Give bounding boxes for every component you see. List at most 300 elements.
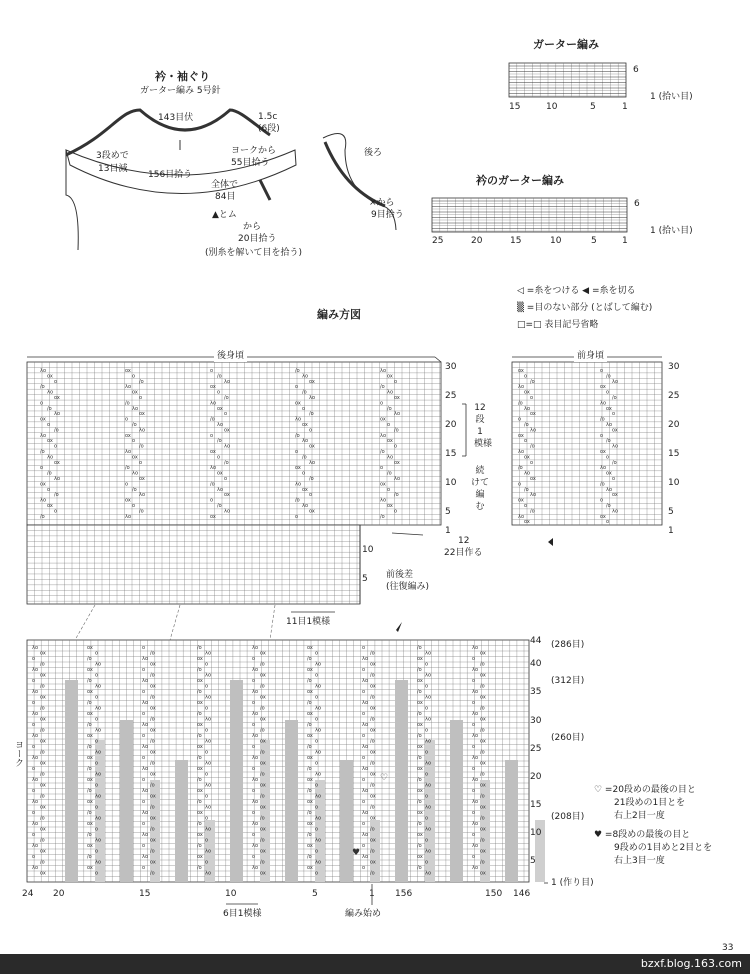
yoke-stitch-symbol: o bbox=[362, 799, 366, 805]
front-stitch-symbol: ox bbox=[524, 519, 530, 526]
back-stitch-symbol: /o bbox=[139, 378, 144, 385]
yoke-stitch-symbol: /o bbox=[150, 826, 155, 833]
repeat-6-label: 6目1模様 bbox=[223, 909, 262, 919]
yoke-stitch-symbol: ox bbox=[370, 815, 376, 822]
yoke-stitch-symbol: λo bbox=[95, 815, 102, 822]
back-stitch-symbol: ox bbox=[139, 411, 145, 418]
back-stitch-symbol: ox bbox=[47, 373, 53, 380]
yoke-stitch-symbol: /o bbox=[307, 656, 312, 662]
repeat-11-label: 11目1模様 bbox=[286, 617, 331, 627]
legend-blank: □=□ 表目記号省略 bbox=[517, 320, 599, 330]
yoke-stitch-symbol: ox bbox=[40, 804, 46, 811]
back-stitch-symbol: λo bbox=[210, 465, 217, 472]
back-row-1: 1 bbox=[445, 526, 451, 536]
yoke-stitch-symbol: /o bbox=[370, 694, 375, 701]
yoke-stitch-symbol: ox bbox=[417, 678, 423, 684]
front-stitch-symbol: ox bbox=[600, 513, 606, 520]
back-row-15: 15 bbox=[445, 449, 457, 459]
yoke-stitch-symbol: ox bbox=[480, 826, 486, 833]
back-stitch-symbol: λo bbox=[139, 492, 146, 499]
yoke-stitch-symbol: λo bbox=[315, 771, 322, 778]
yoke-stitch-symbol: /o bbox=[197, 843, 202, 849]
front-stitch-symbol: o bbox=[530, 395, 534, 401]
yoke-stitch-symbol: ox bbox=[417, 788, 423, 794]
front-stitch-symbol: λo bbox=[600, 400, 607, 407]
yoke-stitch-symbol: o bbox=[32, 766, 36, 772]
yoke-stitch-symbol: ox bbox=[307, 865, 313, 871]
yoke-stitch-symbol: /o bbox=[417, 843, 422, 849]
back-stitch-symbol: λo bbox=[224, 508, 231, 515]
yoke-stitch-symbol: /o bbox=[197, 689, 202, 695]
back-stitch-symbol: /o bbox=[309, 411, 314, 418]
yoke-stitch-symbol: ox bbox=[370, 771, 376, 778]
front-stitch-symbol: λo bbox=[606, 486, 613, 493]
yoke-stitch-symbol: /o bbox=[480, 705, 485, 712]
back-stitch-symbol: /o bbox=[380, 449, 385, 455]
yoke-stitch-symbol: /o bbox=[150, 782, 155, 789]
back-stitch-symbol: λo bbox=[387, 389, 394, 396]
yoke-stitch-symbol: /o bbox=[40, 771, 45, 778]
back-armhole-label: 後ろ bbox=[364, 148, 383, 158]
yoke-stitch-symbol: /o bbox=[150, 760, 155, 767]
yoke-stitch-symbol: /o bbox=[307, 832, 312, 838]
yoke-stitch-symbol: ox bbox=[370, 749, 376, 756]
heart-open-marker: ♡ bbox=[380, 773, 389, 783]
yoke-pickup-label-1: ヨークから bbox=[231, 146, 277, 156]
back-stitch-symbol: λo bbox=[309, 395, 316, 401]
yoke-stitch-symbol: o bbox=[142, 843, 146, 849]
back-stitch-symbol: ox bbox=[309, 443, 315, 450]
back-stitch-symbol: λo bbox=[309, 459, 316, 466]
yoke-stitch-symbol: /o bbox=[87, 722, 92, 728]
collar-left-edge bbox=[66, 150, 78, 250]
collar-garter-col-15: 15 bbox=[510, 236, 522, 246]
yoke-stitch-symbol: λo bbox=[205, 826, 212, 833]
front-stitch-symbol: /o bbox=[530, 508, 535, 515]
back-stitch-symbol: /o bbox=[40, 513, 45, 520]
yoke-stitch-symbol: λo bbox=[142, 810, 149, 816]
yoke-stitch-symbol: o bbox=[315, 826, 319, 833]
back-stitch-symbol: ox bbox=[40, 416, 46, 423]
yoke-stitch-symbol: ox bbox=[150, 749, 156, 756]
yoke-stitch-symbol: /o bbox=[417, 865, 422, 871]
back-stitch-symbol: o bbox=[387, 486, 391, 493]
yoke-stitch-symbol: ox bbox=[417, 766, 423, 772]
back-stitch-symbol: ox bbox=[217, 470, 223, 477]
yoke-gray-block bbox=[175, 760, 188, 882]
yoke-stitch-symbol: ox bbox=[480, 782, 486, 789]
yoke-stitch-symbol: λo bbox=[252, 843, 259, 849]
yoke-stitch-symbol: /o bbox=[417, 777, 422, 783]
collar-garter-col-25: 25 bbox=[432, 236, 444, 246]
yoke-stitch-symbol: λo bbox=[252, 733, 259, 739]
yoke-stitch-symbol: λo bbox=[425, 694, 432, 701]
front-stitch-symbol: λo bbox=[518, 449, 525, 455]
yoke-stitch-symbol: ox bbox=[417, 744, 423, 750]
yoke-stitch-symbol: /o bbox=[150, 804, 155, 811]
back-stitch-symbol: λo bbox=[394, 476, 401, 482]
yoke-gray-block bbox=[395, 680, 408, 882]
back-stitch-symbol: ox bbox=[54, 459, 60, 466]
yoke-stitch-symbol: λo bbox=[32, 711, 39, 717]
back-stitch-symbol: ox bbox=[132, 389, 138, 396]
back-stitch-symbol: o bbox=[132, 438, 136, 445]
yoke-col-15: 15 bbox=[139, 889, 151, 899]
yoke-stitch-symbol: /o bbox=[197, 733, 202, 739]
yoke-stitch-symbol: o bbox=[315, 672, 319, 679]
back-stitch-symbol: ox bbox=[47, 438, 53, 445]
back-stitch-symbol: ox bbox=[309, 508, 315, 515]
yoke-stitch-symbol: /o bbox=[87, 832, 92, 838]
yoke-stitch-symbol: ox bbox=[417, 656, 423, 662]
yoke-stitch-symbol: /o bbox=[417, 667, 422, 673]
yoke-stitch-symbol: λo bbox=[425, 826, 432, 833]
back-stitch-symbol: /o bbox=[210, 416, 215, 423]
yoke-stitch-symbol: ox bbox=[480, 848, 486, 855]
yoke-stitch-symbol: /o bbox=[480, 859, 485, 866]
back-stitch-symbol: λo bbox=[295, 481, 302, 488]
back-stitch-symbol: /o bbox=[387, 405, 392, 412]
yoke-stitch-symbol: /o bbox=[150, 738, 155, 745]
back-stitch-symbol: /o bbox=[217, 438, 222, 445]
yoke-stitch-symbol: /o bbox=[260, 815, 265, 822]
yoke-stitch-symbol: /o bbox=[480, 749, 485, 756]
back-stitch-symbol: ox bbox=[125, 497, 131, 504]
back-stitch-symbol: /o bbox=[380, 513, 385, 520]
front-stitch-symbol: ox bbox=[612, 427, 618, 434]
yoke-stitch-symbol: o bbox=[315, 848, 319, 855]
yoke-row-25: 25 bbox=[530, 744, 542, 754]
back-stitch-symbol: ox bbox=[387, 503, 393, 509]
yoke-stitch-symbol: ox bbox=[40, 650, 46, 657]
back-stitch-symbol: /o bbox=[47, 470, 52, 477]
yoke-stitch-symbol: /o bbox=[197, 799, 202, 805]
yoke-stitch-symbol: λo bbox=[362, 656, 369, 662]
yoke-stitch-symbol: o bbox=[315, 804, 319, 811]
yoke-stitch-symbol: λo bbox=[205, 738, 212, 745]
yoke-stitch-symbol: o bbox=[472, 678, 476, 684]
yoke-stitch-symbol: ox bbox=[197, 832, 203, 838]
yoke-stitch-symbol: /o bbox=[370, 760, 375, 767]
yoke-stitch-symbol: λo bbox=[142, 854, 149, 860]
yoke-stitch-symbol: o bbox=[142, 711, 146, 717]
back-stitch-symbol: /o bbox=[295, 497, 300, 504]
yoke-stitch-symbol: λo bbox=[32, 821, 39, 827]
yoke-stitch-symbol: o bbox=[472, 810, 476, 816]
total-label-1: 全体で bbox=[211, 180, 239, 190]
yoke-stitch-symbol: o bbox=[362, 645, 366, 651]
back-row-10: 10 bbox=[445, 478, 457, 488]
yoke-stitch-symbol: λo bbox=[362, 766, 369, 772]
front-body-label: 前身頃 bbox=[574, 351, 607, 362]
yoke-stitch-symbol: o bbox=[472, 656, 476, 662]
yoke-stitch-symbol: λo bbox=[142, 656, 149, 662]
yoke-stitch-symbol: ox bbox=[260, 694, 266, 701]
back-stitch-symbol: λo bbox=[224, 443, 231, 450]
back-stitch-symbol: o bbox=[210, 368, 214, 374]
yoke-stitch-symbol: o bbox=[95, 826, 99, 833]
yoke-stitch-symbol: λo bbox=[362, 854, 369, 860]
yoke-stitch-symbol: /o bbox=[480, 793, 485, 800]
back-stitch-symbol: /o bbox=[132, 422, 137, 428]
yoke-stitch-symbol: o bbox=[362, 865, 366, 871]
yoke-stitch-symbol: o bbox=[252, 854, 256, 860]
yoke-stitch-symbol: /o bbox=[260, 661, 265, 668]
chart-title: 編み方図 bbox=[317, 308, 361, 321]
yoke-stitch-symbol: /o bbox=[40, 859, 45, 866]
yoke-stitch-symbol: ox bbox=[40, 716, 46, 723]
yoke-col-20: 20 bbox=[53, 889, 65, 899]
back-stitch-symbol: ox bbox=[295, 400, 301, 407]
yoke-stitch-symbol: λo bbox=[32, 799, 39, 805]
yoke-stitch-symbol: λo bbox=[252, 865, 259, 871]
back-stitch-symbol: ox bbox=[139, 476, 145, 482]
yoke-label: ヨーク bbox=[13, 740, 23, 767]
yoke-stitch-symbol: ox bbox=[197, 766, 203, 772]
yoke-stitch-symbol: o bbox=[362, 689, 366, 695]
yoke-stitch-symbol: λo bbox=[425, 804, 432, 811]
front-stitch-symbol: ox bbox=[606, 470, 612, 477]
back-stitch-symbol: /o bbox=[40, 449, 45, 455]
front-stitch-symbol: /o bbox=[524, 422, 529, 428]
yoke-stitch-symbol: o bbox=[362, 711, 366, 717]
yoke-stitch-symbol: ox bbox=[307, 799, 313, 805]
yoke-stitch-symbol: λo bbox=[95, 749, 102, 756]
yoke-stitch-symbol: o bbox=[95, 650, 99, 657]
back-stitch-symbol: /o bbox=[302, 389, 307, 396]
yoke-stitch-symbol: o bbox=[205, 815, 209, 822]
yoke-stitch-symbol: o bbox=[425, 837, 429, 844]
yoke-stitch-symbol: ox bbox=[87, 711, 93, 717]
yoke-row-35: 35 bbox=[530, 687, 542, 697]
triangle-label-3: 20目拾う bbox=[238, 234, 277, 244]
back-stitch-symbol: /o bbox=[380, 384, 385, 391]
yoke-gray-block bbox=[120, 720, 133, 882]
collar-title: 衿・袖ぐり bbox=[155, 70, 210, 83]
yoke-stitch-symbol: o bbox=[362, 667, 366, 673]
yoke-stitch-symbol: λo bbox=[315, 837, 322, 844]
yoke-stitch-symbol: ox bbox=[40, 826, 46, 833]
yoke-stitch-symbol: ox bbox=[417, 854, 423, 860]
yoke-stitch-symbol: /o bbox=[417, 711, 422, 717]
back-stitch-symbol: /o bbox=[54, 427, 59, 434]
yoke-stitch-symbol: /o bbox=[197, 645, 202, 651]
yoke-stitch-symbol: o bbox=[95, 870, 99, 877]
front-stitch-symbol: ox bbox=[530, 411, 536, 418]
back-stitch-symbol: o bbox=[380, 465, 384, 472]
yoke-stitch-symbol: o bbox=[142, 645, 146, 651]
back-stitch-symbol: /o bbox=[394, 427, 399, 434]
yoke-stitch-symbol: o bbox=[252, 678, 256, 684]
front-row-5: 5 bbox=[668, 507, 674, 517]
yoke-stitch-symbol: o bbox=[472, 722, 476, 728]
front-stitch-symbol: o bbox=[600, 368, 604, 374]
yoke-stitch-symbol: ox bbox=[307, 711, 313, 717]
back-stitch-symbol: ox bbox=[47, 503, 53, 509]
back-stitch-symbol: λo bbox=[125, 513, 132, 520]
continue-label-1: 続 bbox=[475, 466, 485, 476]
front-stitch-symbol: λo bbox=[606, 422, 613, 428]
front-stitch-symbol: λo bbox=[530, 427, 537, 434]
yoke-stitch-symbol: λo bbox=[472, 777, 479, 783]
front-stitch-symbol: o bbox=[518, 416, 522, 423]
yoke-stitch-symbol: o bbox=[362, 821, 366, 827]
yoke-stitch-symbol: /o bbox=[370, 804, 375, 811]
back-stitch-symbol: /o bbox=[132, 486, 137, 493]
yoke-col-5: 5 bbox=[312, 889, 318, 899]
yoke-stitch-symbol: /o bbox=[40, 749, 45, 756]
back-stitch-symbol: o bbox=[210, 432, 214, 439]
yoke-stitch-symbol: ox bbox=[40, 672, 46, 679]
garter-col-10: 10 bbox=[546, 102, 558, 112]
yoke-stitch-symbol: ox bbox=[370, 837, 376, 844]
back-stitch-symbol: o bbox=[54, 378, 58, 385]
back-stitch-symbol: ox bbox=[217, 405, 223, 412]
back-stitch-symbol: ox bbox=[302, 486, 308, 493]
yoke-stitch-symbol: o bbox=[32, 700, 36, 706]
yoke-stitch-symbol: /o bbox=[417, 799, 422, 805]
yoke-stitch-symbol: /o bbox=[260, 705, 265, 712]
yoke-gray-block bbox=[285, 720, 298, 882]
back-stitch-symbol: o bbox=[125, 481, 129, 488]
back-stitch-symbol: λo bbox=[380, 368, 387, 374]
yoke-stitch-symbol: ox bbox=[150, 793, 156, 800]
yoke-stitch-symbol: /o bbox=[480, 771, 485, 778]
yoke-stitch-symbol: λo bbox=[95, 793, 102, 800]
x-pick-label: 9目拾う bbox=[371, 210, 404, 220]
yoke-stitch-symbol: o bbox=[142, 799, 146, 805]
yoke-stitch-symbol: ox bbox=[150, 661, 156, 668]
back-stitch-symbol: o bbox=[54, 508, 58, 515]
front-stitch-symbol: /o bbox=[600, 416, 605, 423]
yoke-stitch-symbol: λo bbox=[32, 865, 39, 871]
yoke-stitch-symbol: o bbox=[32, 656, 36, 662]
yoke-stitch-symbol: /o bbox=[480, 727, 485, 734]
yoke-stitch-symbol: λo bbox=[205, 650, 212, 657]
yoke-stitch-symbol: λo bbox=[472, 645, 479, 651]
front-stitch-symbol: λo bbox=[612, 378, 619, 385]
front-stitch-symbol: /o bbox=[612, 395, 617, 401]
yoke-stitch-symbol: ox bbox=[197, 700, 203, 706]
yoke-stitch-symbol: /o bbox=[260, 859, 265, 866]
back-stitch-symbol: λo bbox=[394, 411, 401, 418]
yoke-stitch-symbol: o bbox=[252, 832, 256, 838]
yoke-stitch-symbol: /o bbox=[307, 766, 312, 772]
yoke-stitch-symbol: o bbox=[142, 755, 146, 761]
yoke-stitch-symbol: o bbox=[362, 843, 366, 849]
yoke-stitch-symbol: o bbox=[472, 744, 476, 750]
yoke-stitch-symbol: /o bbox=[480, 683, 485, 690]
yoke-stitch-symbol: /o bbox=[197, 667, 202, 673]
yoke-count-208: (208目) bbox=[551, 812, 585, 822]
pickup-156-label: 156目拾う bbox=[148, 170, 193, 180]
yoke-col-10: 10 bbox=[225, 889, 237, 899]
back-stitch-symbol: ox bbox=[387, 438, 393, 445]
yoke-stitch-symbol: /o bbox=[40, 705, 45, 712]
back-stitch-symbol: o bbox=[210, 497, 214, 504]
diff-row-5: 5 bbox=[362, 574, 368, 584]
yoke-stitch-symbol: λo bbox=[315, 749, 322, 756]
diff-label-2: (往復編み) bbox=[386, 582, 430, 592]
cut-yarn-marker bbox=[396, 622, 402, 632]
collar-garter-row-top: 6 bbox=[634, 199, 640, 209]
garter-col-1: 1 bbox=[622, 102, 628, 112]
yoke-stitch-symbol: ox bbox=[150, 837, 156, 844]
yoke-stitch-symbol: λo bbox=[95, 683, 102, 690]
front-stitch-symbol: /o bbox=[518, 465, 523, 472]
garter-col-15: 15 bbox=[509, 102, 521, 112]
yoke-stitch-symbol: ox bbox=[197, 810, 203, 816]
yoke-row-44: 44 bbox=[530, 636, 542, 646]
yoke-stitch-symbol: /o bbox=[197, 777, 202, 783]
yoke-stitch-symbol: /o bbox=[40, 815, 45, 822]
collar-garter-col-5: 5 bbox=[591, 236, 597, 246]
back-stitch-symbol: o bbox=[217, 454, 221, 461]
yoke-stitch-symbol: ox bbox=[87, 865, 93, 871]
yoke-stitch-symbol: λo bbox=[472, 799, 479, 805]
back-stitch-symbol: o bbox=[394, 378, 398, 385]
back-row-20: 20 bbox=[445, 420, 457, 430]
yoke-gray-block bbox=[230, 680, 243, 882]
yoke-stitch-symbol: o bbox=[95, 694, 99, 701]
yoke-stitch-symbol: ox bbox=[260, 738, 266, 745]
connector-left bbox=[75, 605, 95, 640]
note-heart-filled-2: 9段めの1目めと2目とを bbox=[614, 843, 713, 853]
back-stitch-symbol: λo bbox=[387, 454, 394, 461]
front-stitch-symbol: λo bbox=[600, 465, 607, 472]
yoke-col-150: 150 bbox=[485, 889, 503, 899]
yoke-stitch-symbol: ox bbox=[87, 799, 93, 805]
yoke-stitch-symbol: λo bbox=[205, 782, 212, 789]
yoke-stitch-symbol: /o bbox=[150, 650, 155, 657]
yoke-gray-block bbox=[65, 680, 78, 882]
yoke-stitch-symbol: /o bbox=[260, 683, 265, 690]
back-stitch-symbol: /o bbox=[47, 405, 52, 412]
back-stitch-symbol: λo bbox=[40, 432, 47, 439]
front-stitch-symbol: o bbox=[600, 497, 604, 504]
back-stitch-symbol: λo bbox=[217, 486, 224, 493]
back-stitch-symbol: λo bbox=[125, 449, 132, 455]
yoke-stitch-symbol: o bbox=[32, 854, 36, 860]
yoke-stitch-symbol: o bbox=[32, 678, 36, 684]
back-stitch-symbol: o bbox=[132, 373, 136, 380]
total-label-2: 84目 bbox=[215, 192, 236, 202]
yoke-stitch-symbol: o bbox=[95, 760, 99, 767]
front-stitch-symbol: ox bbox=[518, 368, 524, 374]
yoke-stitch-symbol: o bbox=[252, 656, 256, 662]
back-stitch-symbol: o bbox=[224, 411, 228, 418]
yoke-stitch-symbol: λo bbox=[205, 694, 212, 701]
yoke-row-30: 30 bbox=[530, 716, 542, 726]
yoke-stitch-symbol: /o bbox=[370, 672, 375, 679]
repeat-12-rows-2: 段 bbox=[475, 415, 485, 425]
yoke-stitch-symbol: /o bbox=[150, 716, 155, 723]
yoke-stitch-symbol: o bbox=[315, 870, 319, 877]
yoke-stitch-symbol: /o bbox=[87, 766, 92, 772]
front-stitch-symbol: λo bbox=[524, 405, 531, 412]
back-stitch-symbol: o bbox=[54, 443, 58, 450]
x-from-label: ×から bbox=[369, 198, 395, 208]
yoke-stitch-symbol: ox bbox=[307, 689, 313, 695]
back-stitch-symbol: λo bbox=[302, 438, 309, 445]
garter-grid bbox=[509, 63, 626, 97]
yoke-stitch-symbol: ox bbox=[307, 843, 313, 849]
decrease-label-2: 13目減 bbox=[98, 164, 128, 174]
front-row-25: 25 bbox=[668, 391, 680, 401]
yoke-stitch-symbol: o bbox=[95, 782, 99, 789]
yoke-stitch-symbol: o bbox=[252, 766, 256, 772]
yoke-stitch-symbol: λo bbox=[142, 678, 149, 684]
